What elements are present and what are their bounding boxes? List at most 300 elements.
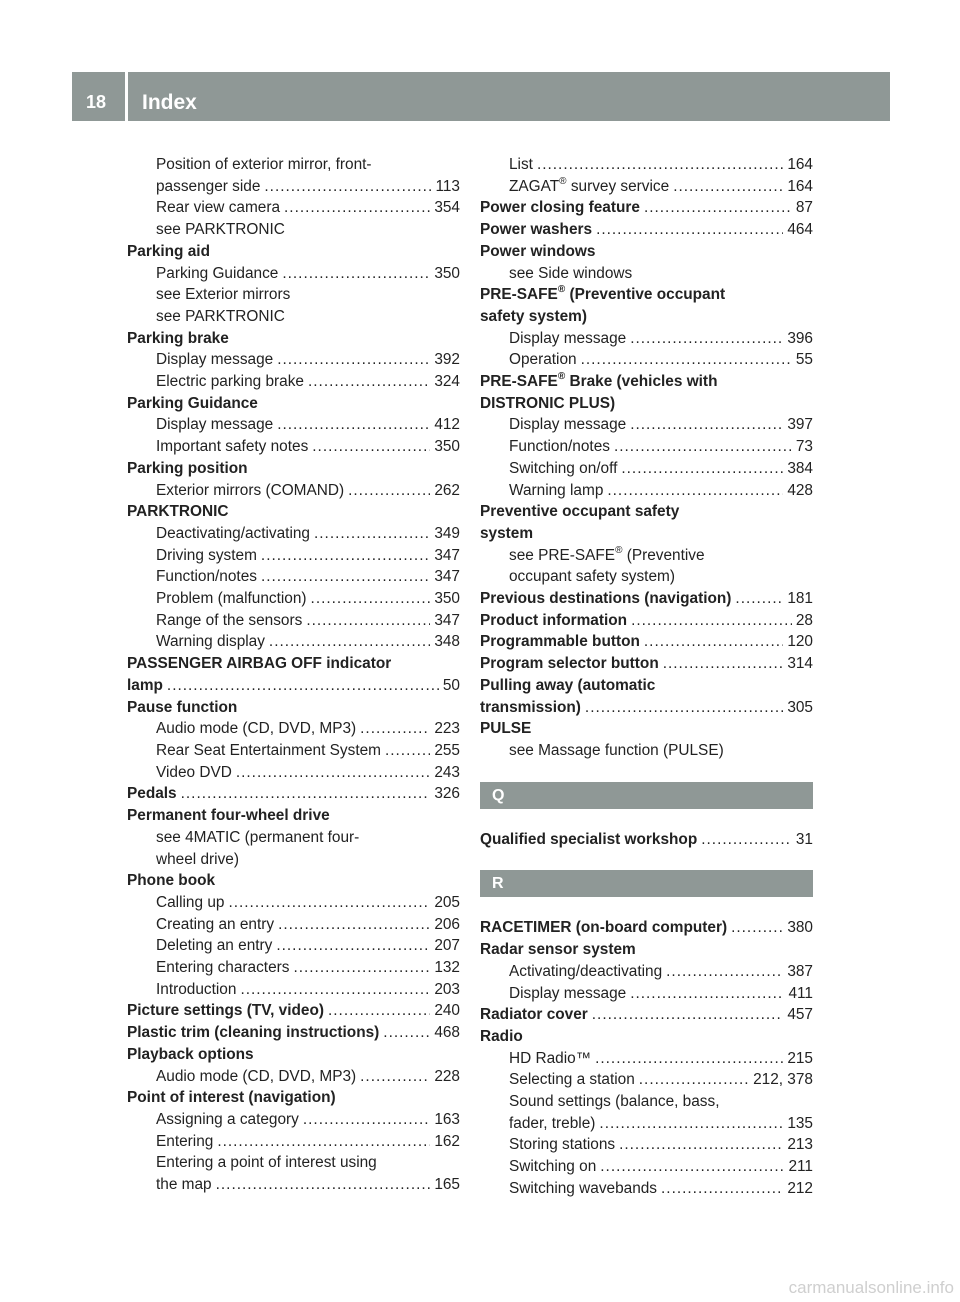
index-entry [127, 1022, 460, 1044]
index-subentry [480, 1156, 813, 1178]
entry-label: Programmable button [480, 633, 640, 651]
entry-label: Display message [156, 416, 274, 434]
entry-label: Pulling away (automatic [480, 676, 656, 694]
page-ref: 164 [787, 177, 813, 195]
entry-label: Switching wavebands [509, 1179, 658, 1197]
entry-label: Warning display [156, 633, 265, 651]
entry-label: Qualified specialist workshop [480, 830, 698, 848]
index-entry [127, 870, 460, 892]
entry-text [127, 460, 248, 477]
entry-text [480, 697, 581, 719]
page-ref: 31 [795, 830, 813, 848]
page-ref: 165 [434, 1176, 460, 1194]
entry-label: RACETIMER (on-board computer) [480, 919, 728, 937]
index-subentry [480, 480, 813, 502]
dot-leader [385, 740, 430, 762]
dot-leader [236, 762, 430, 784]
entry-label-cont: Brake (vehicles with [565, 373, 718, 391]
page-ref: 207 [434, 937, 460, 955]
entry-text [509, 1069, 635, 1091]
entry-label: Range of the sensors [156, 611, 303, 629]
index-subentry [127, 566, 460, 588]
entry-label: Important safety notes [156, 438, 309, 456]
entry-label: Sound settings (balance, bass, [509, 1093, 720, 1111]
index-entry [127, 328, 460, 350]
entry-text [509, 349, 577, 371]
dot-leader [264, 176, 431, 198]
entry-label: Position of exterior mirror, front- [156, 156, 372, 173]
entry-text [509, 1134, 615, 1156]
entry-text [480, 941, 636, 958]
index-entry [127, 805, 460, 827]
entry-label: ZAGAT [509, 177, 560, 195]
entry-label: Warning lamp [509, 481, 604, 499]
index-subentry [480, 154, 813, 176]
index-subentry [127, 306, 460, 328]
index-subentry [127, 740, 460, 762]
index-subentry [127, 219, 460, 241]
entry-text [480, 588, 731, 610]
entry-text [156, 957, 289, 979]
page-ref: 164 [787, 156, 813, 173]
entry-text [156, 197, 280, 219]
entry-label: Radio [480, 1027, 523, 1045]
index-entry [480, 306, 813, 328]
index-subentry [127, 979, 460, 1001]
entry-label: Parking position [127, 459, 248, 477]
dot-leader [621, 458, 783, 480]
page-title: Index [142, 91, 197, 114]
index-subentry [127, 414, 460, 436]
entry-text [480, 503, 679, 520]
entry-text [156, 1174, 212, 1196]
index-entry [480, 917, 813, 939]
index-entry [127, 241, 460, 263]
index-subentry [127, 827, 460, 849]
page-ref: 468 [434, 1024, 460, 1042]
entry-text [509, 1048, 591, 1070]
entry-label: Picture settings (TV, video) [127, 1002, 324, 1020]
entry-text [127, 1089, 336, 1106]
section-gap [480, 897, 813, 917]
entry-label: see 4MATIC (permanent four- [156, 828, 360, 846]
entry-text [156, 286, 290, 303]
entry-text [127, 1046, 254, 1063]
entry-text [480, 610, 627, 632]
entry-text [156, 480, 344, 502]
index-subentry [127, 914, 460, 936]
index-subentry [127, 631, 460, 653]
dot-leader [277, 414, 430, 436]
page-ref: 387 [787, 962, 813, 980]
dot-leader [360, 1066, 430, 1088]
entry-text [156, 221, 285, 238]
entry-label: see Exterior mirrors [156, 286, 291, 304]
page-ref: 205 [434, 893, 460, 911]
index-subentry [480, 263, 813, 285]
entry-text [156, 263, 278, 285]
index-entry [127, 501, 460, 523]
dot-leader [284, 197, 430, 219]
index-subentry [480, 545, 813, 567]
index-entry [480, 197, 813, 219]
entry-text [127, 1022, 379, 1044]
entry-text [156, 545, 257, 567]
entry-label: Parking Guidance [156, 264, 279, 282]
entry-label: PULSE [480, 720, 532, 738]
page-ref: 349 [434, 524, 460, 542]
entry-label: Parking brake [127, 329, 229, 347]
entry-text [509, 742, 724, 759]
index-subentry [127, 849, 460, 871]
entry-text [127, 783, 177, 805]
index-entry [127, 393, 460, 415]
page-ref: 87 [795, 199, 813, 217]
entry-label: occupant safety system) [509, 568, 675, 586]
index-subentry [127, 371, 460, 393]
header-divider [125, 72, 128, 121]
index-subentry [127, 892, 460, 914]
entry-label: PARKTRONIC [127, 503, 229, 521]
entry-text [509, 265, 632, 282]
entry-text [156, 740, 381, 762]
entry-text [480, 395, 615, 412]
dot-leader [383, 1022, 430, 1044]
index-entry [480, 219, 813, 241]
entry-text [480, 1028, 523, 1045]
entry-label: passenger side [156, 177, 261, 195]
entry-label: system [480, 524, 534, 542]
entry-label: Assigning a category [156, 1110, 299, 1128]
entry-label: Selecting a station [509, 1071, 635, 1089]
index-entry [127, 1087, 460, 1109]
dot-leader [216, 1174, 431, 1196]
entry-text [156, 308, 285, 325]
index-entry [480, 501, 813, 523]
entry-label: Product information [480, 611, 628, 629]
page-ref: 350 [434, 590, 460, 608]
entry-text [127, 395, 258, 412]
page-ref: 354 [434, 199, 460, 217]
page-ref: 457 [787, 1006, 813, 1024]
index-entry [480, 610, 813, 632]
entry-label: Rear Seat Entertainment System [156, 741, 381, 759]
entry-label: wheel drive) [156, 850, 239, 868]
index-entry [480, 523, 813, 545]
dot-leader [614, 436, 792, 458]
dot-leader [314, 523, 430, 545]
index-subentry [480, 983, 813, 1005]
dot-leader [240, 979, 430, 1001]
index-subentry [127, 545, 460, 567]
entry-label: Rear view camera [156, 199, 281, 217]
page-ref: 55 [795, 351, 813, 369]
page-header [72, 72, 890, 121]
index-subentry [480, 1134, 813, 1156]
entry-text [156, 371, 304, 393]
entry-text [509, 1156, 596, 1178]
dot-leader [585, 697, 783, 719]
index-column-left [127, 154, 460, 1196]
index-subentry [127, 1174, 460, 1196]
entry-text [480, 829, 697, 851]
entry-label: see PARKTRONIC [156, 221, 285, 239]
page-ref: 215 [787, 1049, 813, 1067]
entry-label: List [509, 156, 533, 173]
entry-text [127, 330, 229, 347]
page-ref: 464 [787, 221, 813, 239]
entry-text [509, 1113, 595, 1135]
dot-leader [595, 1048, 783, 1070]
page-ref: 412 [434, 416, 460, 434]
entry-text [509, 480, 603, 502]
index-entry [480, 697, 813, 719]
entry-label: Playback options [127, 1045, 254, 1063]
index-subentry [127, 588, 460, 610]
page-ref: 347 [434, 568, 460, 586]
index-subentry [127, 1109, 460, 1131]
section-gap [480, 762, 813, 782]
entry-text [156, 892, 224, 914]
entry-label: Video DVD [156, 763, 232, 781]
entry-label: the map [156, 1176, 212, 1194]
entry-label: Entering a point of interest using [156, 1154, 377, 1172]
entry-text [480, 243, 595, 260]
index-entry [127, 1044, 460, 1066]
entry-text [480, 197, 640, 219]
entry-label: Phone book [127, 872, 216, 890]
entry-text [509, 154, 533, 176]
page-ref: 213 [787, 1136, 813, 1154]
index-entry [480, 829, 813, 851]
entry-text [509, 328, 626, 350]
index-subentry [127, 436, 460, 458]
entry-text [156, 1154, 377, 1171]
entry-text [156, 631, 265, 653]
entry-label: Deleting an entry [156, 937, 273, 955]
section-gap [480, 809, 813, 829]
entry-label: Activating/deactivating [509, 962, 663, 980]
entry-text [156, 436, 308, 458]
page-ref: 212 [787, 1179, 813, 1197]
entry-label-cont: (Preventive [622, 546, 705, 564]
dot-leader [701, 829, 792, 851]
index-subentry [127, 523, 460, 545]
entry-label: Function/notes [156, 568, 257, 586]
page-ref: 28 [795, 611, 813, 629]
entry-text [156, 414, 273, 436]
dot-leader [630, 328, 783, 350]
entry-text [156, 523, 310, 545]
dot-leader [639, 1069, 749, 1091]
entry-text [127, 1000, 324, 1022]
page-ref: 228 [434, 1067, 460, 1085]
index-subentry [127, 197, 460, 219]
page-ref: 347 [434, 611, 460, 629]
index-entry [480, 393, 813, 415]
entry-label: Entering characters [156, 959, 290, 977]
index-subentry [480, 1178, 813, 1200]
dot-leader [308, 371, 430, 393]
entry-label: PASSENGER AIRBAG OFF indicator [127, 655, 392, 673]
dot-leader [581, 349, 792, 371]
entry-text [127, 872, 215, 889]
dot-leader [293, 957, 430, 979]
page-ref: 262 [434, 481, 460, 499]
index-subentry [127, 349, 460, 371]
page-ref: 163 [434, 1110, 460, 1128]
entry-text [156, 349, 273, 371]
index-entry [127, 458, 460, 480]
entry-label: Display message [156, 351, 274, 369]
entry-label: safety system) [480, 307, 587, 325]
entry-text [509, 1093, 719, 1110]
entry-label: Problem (malfunction) [156, 590, 307, 608]
entry-text [509, 436, 610, 458]
registered-mark: ® [557, 370, 566, 382]
entry-text [480, 917, 727, 939]
entry-label: fader, treble) [509, 1114, 596, 1132]
entry-label: see Side windows [509, 264, 633, 282]
dot-leader [607, 480, 783, 502]
dot-leader [644, 631, 783, 653]
entry-text [156, 1131, 213, 1153]
page-ref: 113 [435, 177, 460, 195]
index-entry [480, 371, 813, 393]
index-subentry [127, 1066, 460, 1088]
entry-text [480, 219, 592, 241]
entry-label: Storing stations [509, 1136, 616, 1154]
page-ref: 255 [434, 741, 460, 759]
entry-label: Calling up [156, 893, 225, 911]
dot-leader [312, 436, 430, 458]
entry-text [509, 961, 662, 983]
index-column-right [480, 154, 813, 1200]
dot-leader [261, 545, 430, 567]
entry-text [127, 675, 163, 697]
entry-text [156, 1109, 299, 1131]
page-ref: 162 [434, 1132, 460, 1150]
index-subentry [480, 328, 813, 350]
index-entry [480, 241, 813, 263]
index-subentry [127, 154, 460, 176]
dot-leader [167, 675, 439, 697]
registered-mark: ® [559, 175, 567, 187]
dot-leader [596, 219, 783, 241]
entry-label: Parking aid [127, 242, 210, 260]
page-ref: 324 [434, 373, 460, 391]
entry-text [156, 156, 372, 173]
entry-text [480, 308, 587, 325]
dot-leader [592, 1004, 784, 1026]
page-ref: 212, 378 [753, 1071, 813, 1089]
entry-text [480, 370, 718, 391]
dot-leader [269, 631, 430, 653]
entry-text [480, 1004, 588, 1026]
index-subentry [127, 935, 460, 957]
index-subentry [480, 1048, 813, 1070]
entry-label: Power washers [480, 221, 593, 239]
index-entry [480, 1004, 813, 1026]
page-ref: 350 [434, 264, 460, 282]
section-letter: Q [480, 782, 813, 809]
entry-label: Operation [509, 351, 577, 369]
entry-label: PRE-SAFE [480, 373, 558, 391]
entry-label: Electric parking brake [156, 373, 304, 391]
entry-label: Program selector button [480, 655, 659, 673]
dot-leader [537, 154, 783, 176]
index-subentry [127, 718, 460, 740]
entry-label: Radiator cover [480, 1006, 588, 1024]
index-entry [480, 939, 813, 961]
entry-label: Permanent four-wheel drive [127, 807, 330, 825]
index-subentry [127, 957, 460, 979]
entry-text [156, 610, 302, 632]
entry-text [127, 655, 391, 672]
index-subentry [480, 566, 813, 588]
index-subentry [127, 762, 460, 784]
entry-text [480, 720, 531, 737]
entry-text [509, 1178, 657, 1200]
page-ref: 211 [788, 1158, 813, 1176]
entry-label: Switching on/off [509, 459, 618, 477]
index-entry [480, 653, 813, 675]
index-subentry [480, 349, 813, 371]
dot-leader [276, 935, 430, 957]
index-entry [480, 675, 813, 697]
entry-label-cont: (Preventive occupant [565, 286, 726, 304]
page-ref: 348 [434, 633, 460, 651]
entry-text [156, 829, 359, 846]
entry-text [509, 983, 626, 1005]
dot-leader [348, 480, 430, 502]
page-ref: 384 [787, 459, 813, 477]
page-ref: 181 [787, 590, 813, 608]
page-ref: 397 [787, 416, 813, 434]
entry-text [127, 807, 330, 824]
dot-leader [644, 197, 792, 219]
page-ref: 305 [787, 698, 813, 716]
index-subentry [480, 1113, 813, 1135]
page-ref: 240 [434, 1002, 460, 1020]
dot-leader [619, 1134, 783, 1156]
section-gap [480, 850, 813, 870]
entry-label: transmission) [480, 698, 581, 716]
dot-leader [360, 718, 430, 740]
dot-leader [666, 961, 783, 983]
index-subentry [127, 284, 460, 306]
index-subentry [127, 176, 460, 198]
entry-label: Pause function [127, 698, 238, 716]
dot-leader [735, 588, 783, 610]
entry-label: Parking Guidance [127, 394, 258, 412]
page-ref: 411 [788, 984, 813, 1002]
watermark: carmanualsonline.info [788, 1278, 954, 1297]
page-ref: 314 [787, 655, 813, 673]
index-subentry [480, 458, 813, 480]
entry-text [509, 458, 617, 480]
page-ref: 243 [434, 763, 460, 781]
entry-label: HD Radio™ [509, 1049, 592, 1067]
entry-label: Switching on [509, 1158, 597, 1176]
entry-label: Entering [156, 1132, 214, 1150]
index-entry [127, 1000, 460, 1022]
dot-leader [311, 588, 431, 610]
entry-label: Pedals [127, 785, 177, 803]
registered-mark: ® [557, 284, 566, 296]
entry-text [480, 653, 659, 675]
dot-leader [600, 1156, 784, 1178]
